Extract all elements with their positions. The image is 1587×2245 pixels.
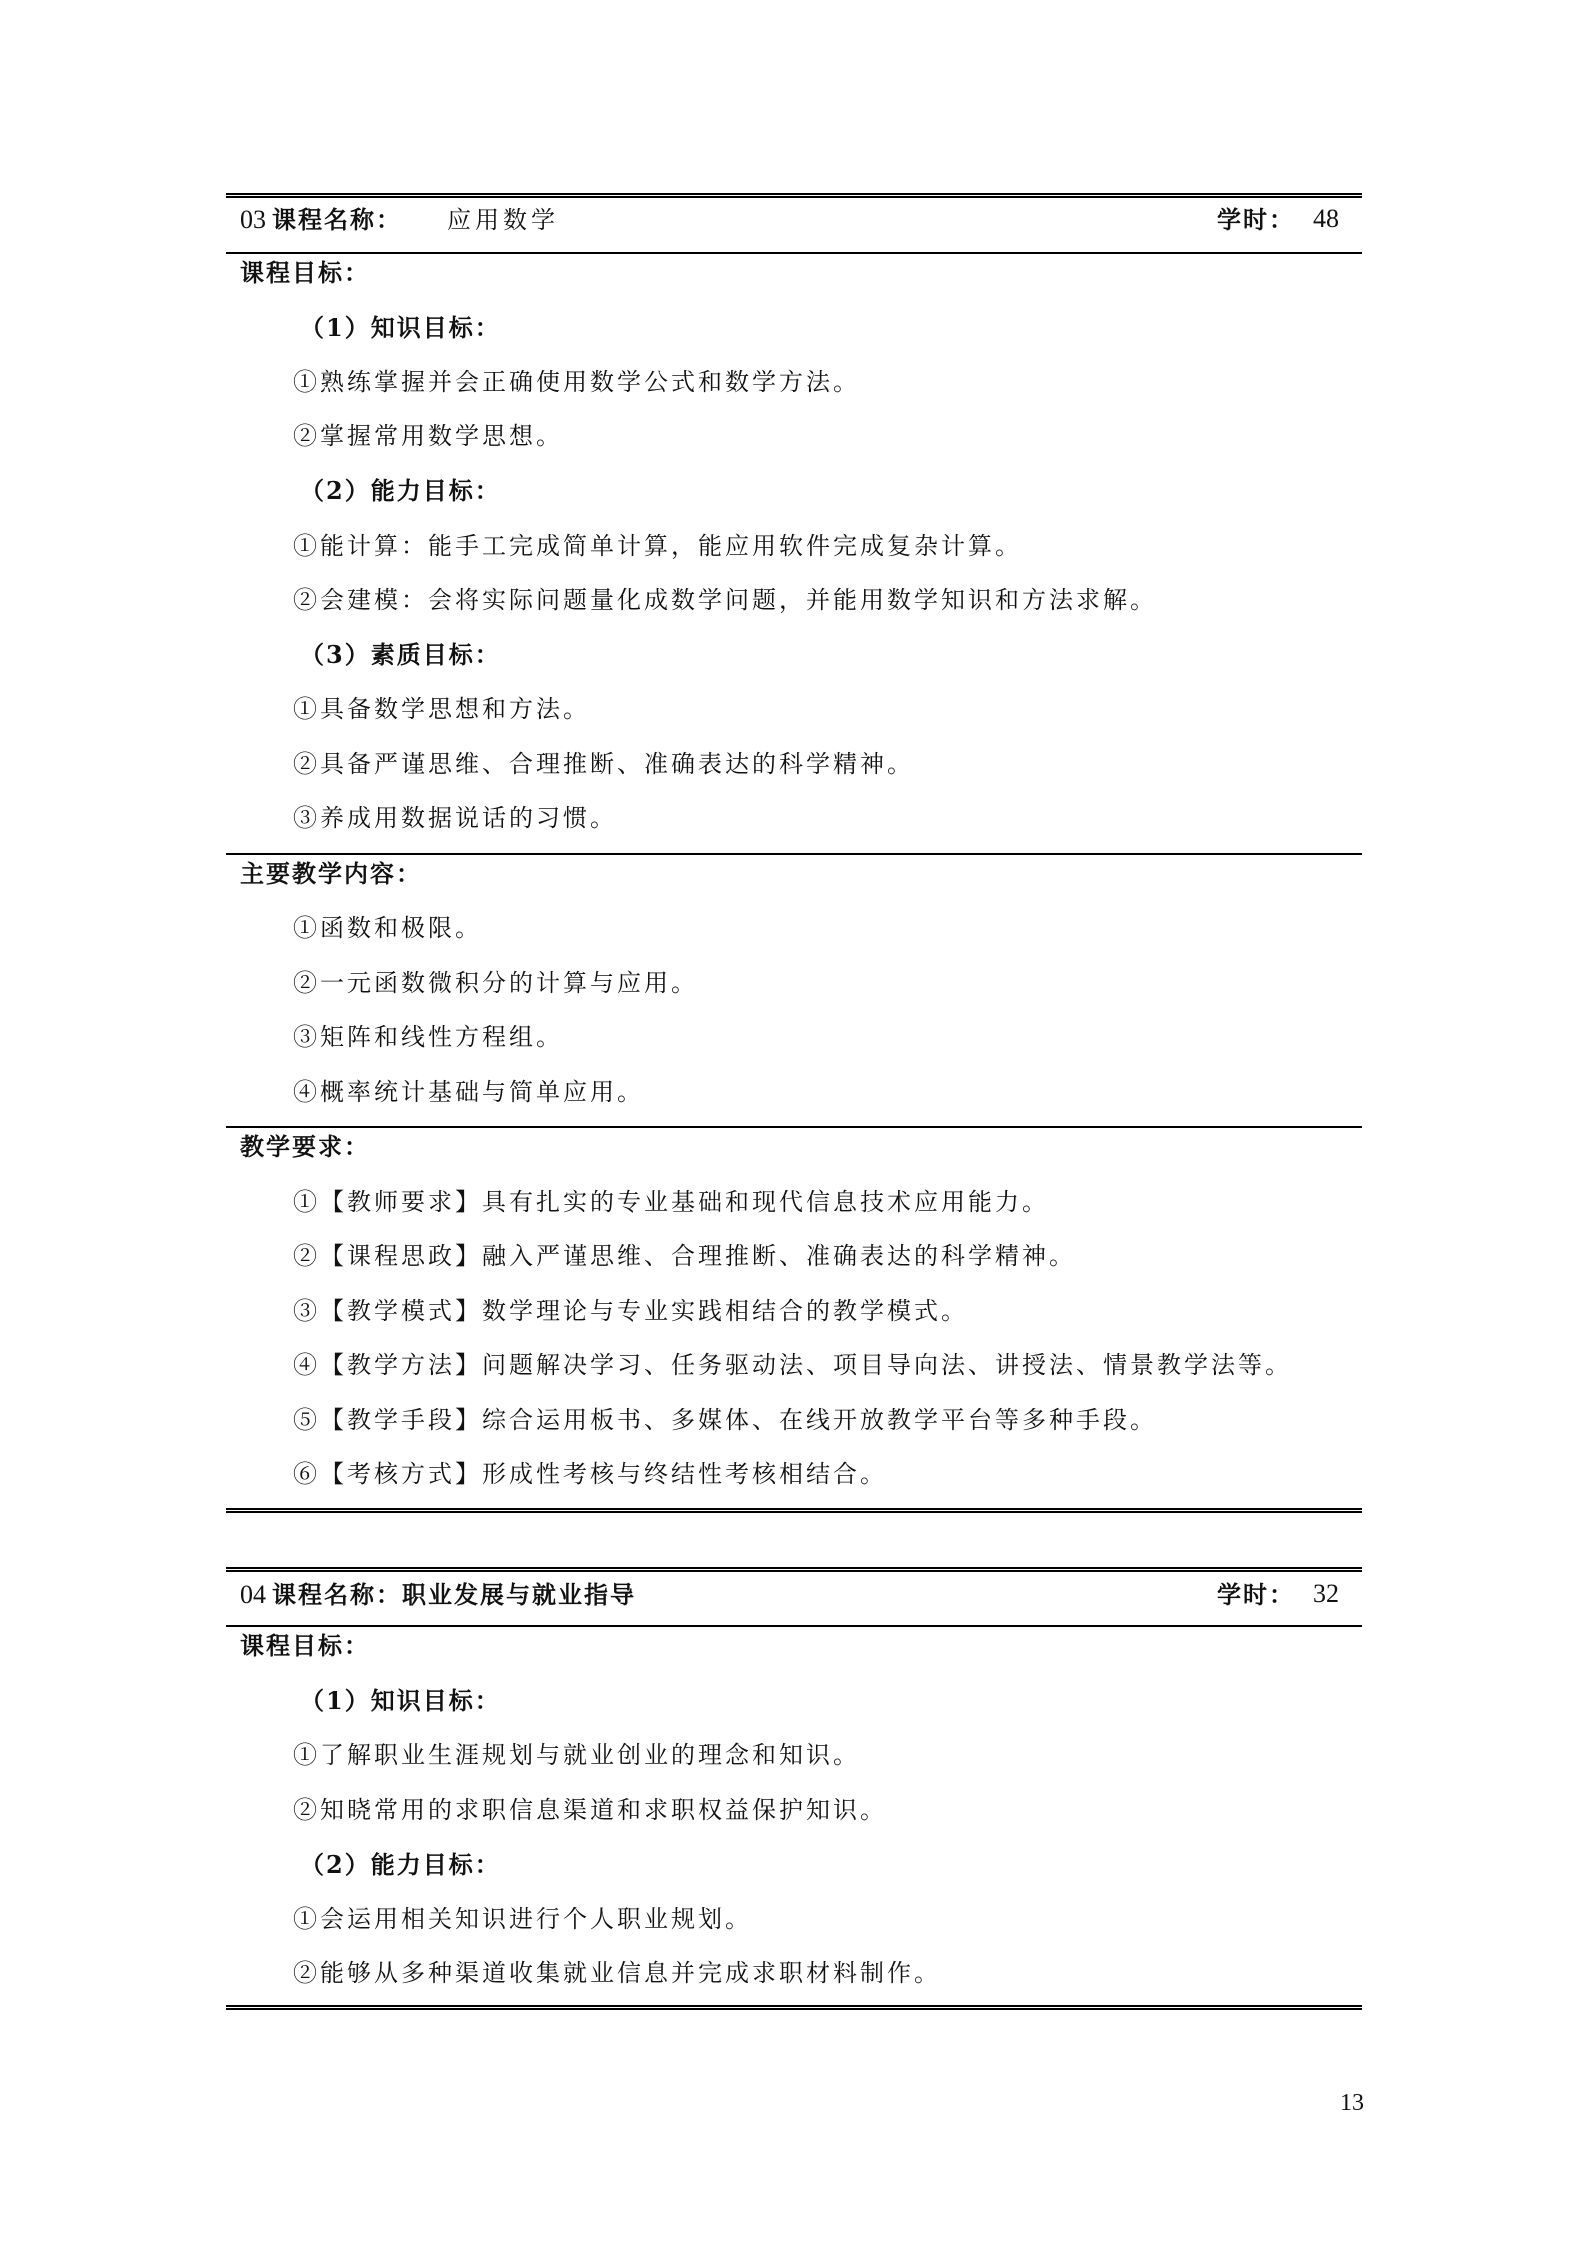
course-04-bottom-rule [226,2005,1362,2010]
course-04-objectives-title: 课程目标： [240,1631,370,1660]
course-03-header [240,205,402,235]
requirement-item: ①【教师要求】具有扎实的专业基础和现代信息技术应用能力。 [293,1188,1049,1216]
list-item: ②能够从多种渠道收集就业信息并完成求职材料制作。 [293,1959,941,1987]
course-03-name: 应用数学 [447,206,559,234]
list-item: ②会建模：会将实际问题量化成数学问题，并能用数学知识和方法求解。 [293,586,1157,614]
objective-group-title: （1）知识目标： [300,313,501,342]
course-04-hours-label: 学时： [1217,1580,1295,1609]
content-item: ④概率统计基础与简单应用。 [293,1078,644,1106]
requirement-item: ⑤【教学手段】综合运用板书、多媒体、在线开放教学平台等多种手段。 [293,1406,1157,1434]
objective-group-title: （3）素质目标： [300,640,501,669]
course-03-header-rule [226,252,1362,254]
requirement-item: ②【课程思政】融入严谨思维、合理推断、准确表达的科学精神。 [293,1242,1076,1270]
course-03-hours-value: 48 [1313,204,1339,233]
requirement-item: ④【教学方法】问题解决学习、任务驱动法、项目导向法、讲授法、情景教学法等。 [293,1351,1292,1379]
course-03-objectives-title: 课程目标： [240,258,370,287]
content-item: ②一元函数微积分的计算与应用。 [293,969,698,997]
list-item: ②知晓常用的求职信息渠道和求职权益保护知识。 [293,1796,887,1824]
course-03-hours-label: 学时： [1217,205,1295,234]
list-item: ③养成用数据说话的习惯。 [293,804,617,832]
list-item: ①熟练掌握并会正确使用数学公式和数学方法。 [293,368,860,396]
course-03-top-rule [226,193,1362,198]
course-03-content-rule [226,853,1362,855]
objective-group-title: （2）能力目标： [300,476,501,505]
list-item: ①能计算：能手工完成简单计算，能应用软件完成复杂计算。 [293,532,1022,560]
course-03-requirements-rule [226,1126,1362,1128]
course-name-label: 课程名称： [272,1580,402,1609]
course-name-label: 课程名称： [272,205,402,234]
requirement-item: ⑥【考核方式】形成性考核与终结性考核相结合。 [293,1460,887,1488]
course-04-top-rule [226,1567,1362,1572]
course-04-header-rule [226,1625,1362,1627]
course-04-name: 职业发展与就业指导 [402,1580,636,1609]
list-item: ②具备严谨思维、合理推断、准确表达的科学精神。 [293,750,914,778]
course-03-requirements-title: 教学要求： [240,1132,370,1161]
course-code: 04 [240,1580,266,1609]
course-03-bottom-rule [226,1508,1362,1513]
page-number: 13 [1340,2090,1364,2116]
course-code: 03 [240,205,266,234]
content-item: ①函数和极限。 [293,914,482,942]
objective-group-title: （1）知识目标： [300,1686,501,1715]
course-04-header [240,1580,636,1610]
objective-group-title: （2）能力目标： [300,1850,501,1879]
list-item: ②掌握常用数学思想。 [293,422,563,450]
course-04-hours-value: 32 [1313,1579,1339,1608]
list-item: ①具备数学思想和方法。 [293,695,590,723]
list-item: ①会运用相关知识进行个人职业规划。 [293,1905,752,1933]
requirement-item: ③【教学模式】数学理论与专业实践相结合的教学模式。 [293,1297,968,1325]
course-03-content-title: 主要教学内容： [240,859,422,888]
list-item: ①了解职业生涯规划与就业创业的理念和知识。 [293,1741,860,1769]
content-item: ③矩阵和线性方程组。 [293,1023,563,1051]
